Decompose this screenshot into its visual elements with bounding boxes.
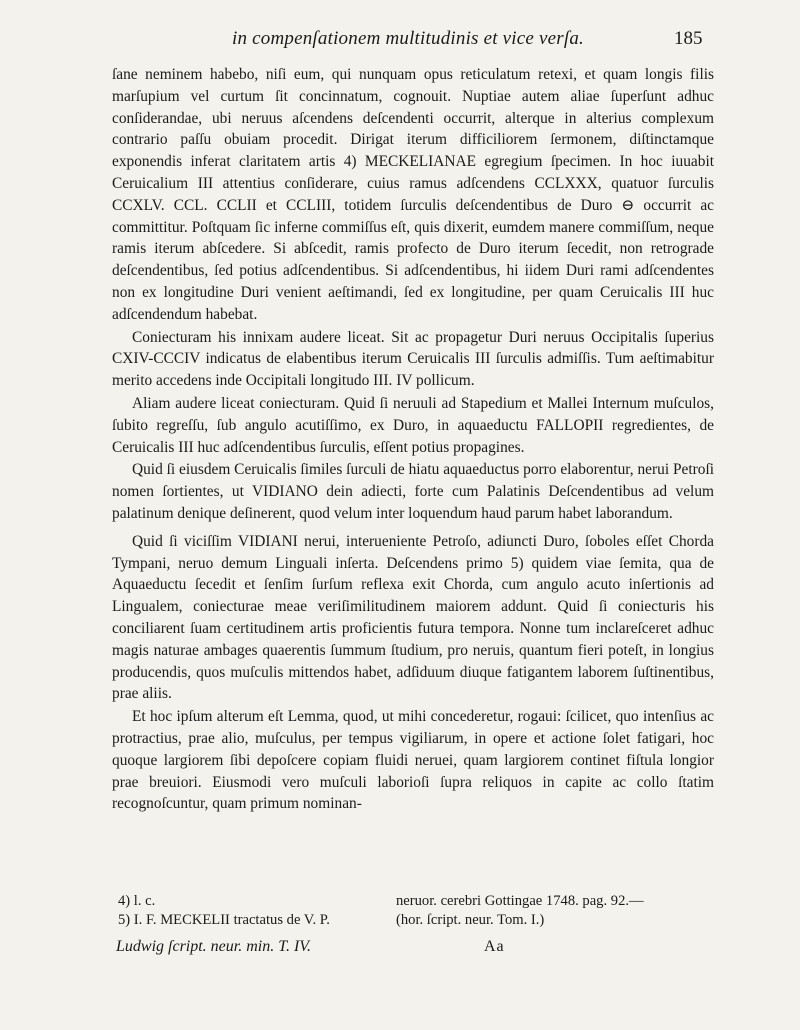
running-title: in compenſationem multitudinis et vice verſa. bbox=[232, 28, 584, 49]
footnote-5-reference: 5) I. F. MECKELII tractatus de V. P. bbox=[118, 912, 330, 928]
signature-line bbox=[116, 938, 716, 962]
paragraph-1: ſane neminem habebo, niſi eum, qui nunquam opus reticulatum retexi, et quam longis filis marſupium vel curtum ſit concinnatum, cognouit. Nuptiae autem aliae ſuperſunt adhuc conſiderandae, ubi neruus aſcendens deſcendenti occurrit, alterque in alterius complexum contrario paſſu obuiam procedit. Dirigat iterum difficiliorem ſermonem, diſtinctamque exponendis inferat claritatem artis 4) MECKELIANAE egregium ſpecimen. In hoc iuuabit Ceruicalium III attentius conſiderare, cuius ramus adſcendens CCLXXX, quatuor ſurculis CCXLV. CCL. CCLII et CCLIII, totidem ſurculis deſcendentibus de Duro ⊖ occurrit ac committitur. Poſtquam ſic inferne commiſſus eſt, quis dixerit, eumdem manere commiſſum, neque ramis iterum abſcedere. Si abſcedit, ramis profecto de Duro iterum ſecedit, non retrograde deſcendentibus, ſed potius adſcendentibus. Si adſcendentibus, hi iidem Duri rami adſcendentes non ex longitudine Duri venient aeſtimandi, ſed ex longitudine, per quam Ceruicalis III huc adſcendendum habebat. bbox=[112, 66, 714, 323]
paragraph-2: Coniecturam his innixam audere liceat. Sit ac propagetur Duri neruus Occipitalis ſuperius CXIV-CCCIV indicatus de elabentibus iterum Ceruicalis III ſurculis admiſſis. Tum aeſtimabitur merito accedens inde Occipitali longitudo III. IV pollicum. bbox=[112, 328, 714, 390]
paragraph-6: Et hoc ipſum alterum eſt Lemma, quod, ut mihi concederetur, rogaui: ſcilicet, quo intenſius ac protractius, prae alio, muſculus, per tempus vigiliarum, in opere et actione ſolet fatigari, hoc quoque largiorem ſibi depoſcere copiam fluidi neruei, quam largiorem continet fiſtula longior prae breuiori. Eiusmodi vero muſculi laborioſi ſupra reliquos in capite ac collo ſtatim recognoſcuntur, quam primum nominan- bbox=[112, 708, 714, 813]
running-head bbox=[0, 28, 800, 54]
footnote-4-citation: neruor. cerebri Gottingae 1748. pag. 92.— bbox=[396, 893, 644, 909]
footnote-4 bbox=[118, 892, 718, 911]
paragraph-5: Quid ſi viciſſim VIDIANI nerui, interueniente Petroſo, adiuncti Duro, ſoboles eſſet Chorda Tympani, neruo demum Linguali inſerta. Deſcendens primo 5) quidem viae ſemita, qua de Aquaeductu ſecedit et ſenſim ſurſum reflexa exit Chorda, cum angulo acuto inſertionis ad Lingualem, coniecturae meae veriſimilitudinem maiorem addunt. Quid ſi coniecturis his conciliarent ſuam certitudinem artis proficientis futura tempora. Nonne tum inclareſceret adhuc magis naturae ambages quaerentis ſummum ſtudium, pro neruis, quantum fieri poteſt, in longius producendis, quos muſculis mittendos habet, adſiduum diuque fatigantem laborem ſuſtinentibus, prae aliis. bbox=[112, 532, 714, 703]
footnotes bbox=[118, 892, 718, 930]
footnote-4-reference: 4) l. c. bbox=[118, 893, 156, 909]
page-number: 185 bbox=[674, 28, 703, 49]
paragraph-4: Quid ſi eiusdem Ceruicalis ſimiles ſurculi de hiatu aquaeductus porro elaborentur, nerui Petroſi nomen ſortientes, ut VIDIANO dein adiecti, forte cum Palatinis Deſcendentibus ad velum palatinum denique deſinerent, quod velum inter loquendum haud parum habet laborandum. bbox=[112, 461, 714, 522]
printer-signature: Ludwig ſcript. neur. min. T. IV. bbox=[116, 938, 311, 955]
footnote-5-citation: (hor. ſcript. neur. Tom. I.) bbox=[396, 912, 545, 928]
footnote-5 bbox=[118, 911, 718, 930]
paragraph-3: Aliam audere liceat coniecturam. Quid ſi neruuli ad Stapedium et Mallei Internum muſculos, ſubito regreſſu, ſub angulo acutiſſimo, ex Duro, in aquaeductu FALLOPII regredientes, de Ceruicalis III huc adſcendentibus ſurculis, eſſent potius propagines. bbox=[112, 394, 714, 456]
body-text bbox=[112, 64, 714, 816]
sheet-mark: Aa bbox=[484, 938, 505, 955]
